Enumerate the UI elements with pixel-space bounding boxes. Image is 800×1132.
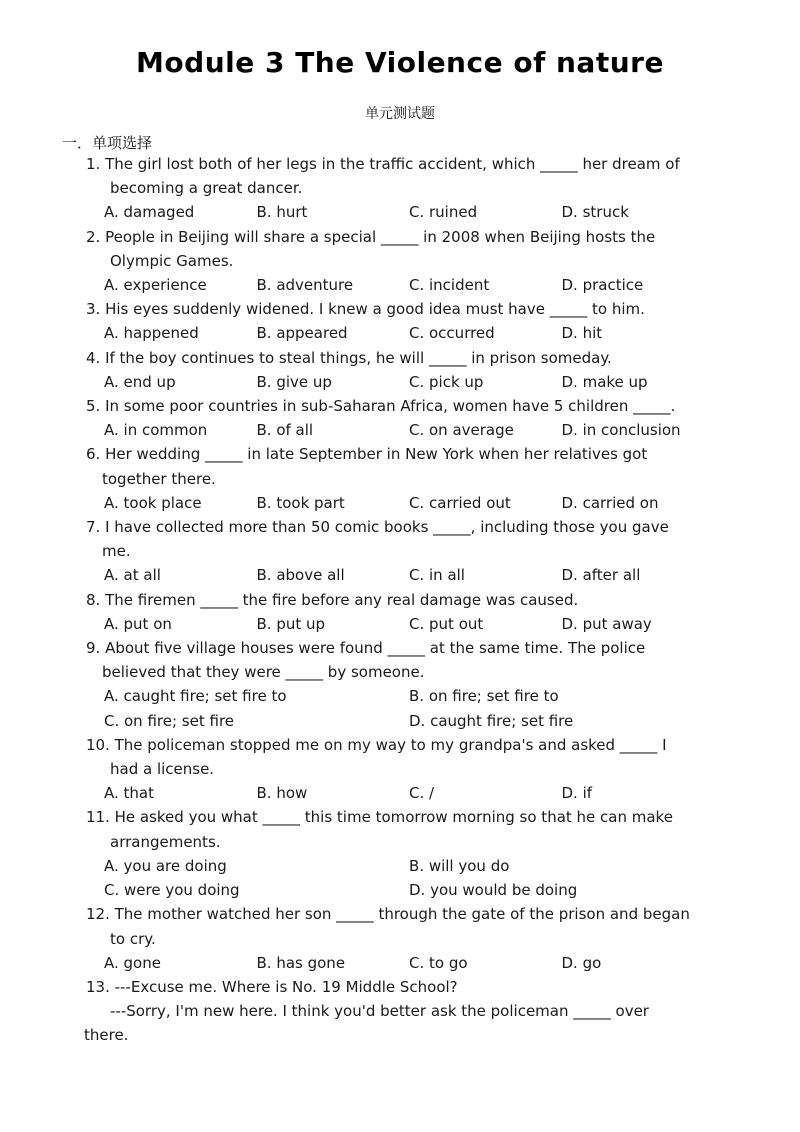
option-b: B. how (256, 784, 308, 803)
options (86, 781, 714, 805)
option-d: D. struck (561, 203, 629, 222)
option-b: B. hurt (256, 203, 308, 222)
options (86, 563, 714, 587)
options (86, 491, 714, 515)
question-stem-continued: becoming a great dancer. (110, 179, 303, 198)
option-d: D. put away (561, 614, 652, 633)
question-7 (86, 515, 714, 588)
question-stem-continued: Olympic Games. (110, 251, 234, 270)
option-a: A. gone (104, 953, 161, 972)
option-d: D. in conclusion (561, 421, 681, 440)
options (86, 370, 714, 394)
option-d: D. you would be doing (409, 881, 578, 900)
option-a: A. in common (104, 421, 208, 440)
question-stem: 13. ---Excuse me. Where is No. 19 Middle School? (86, 977, 458, 996)
option-d: D. if (561, 784, 593, 803)
question-10 (86, 733, 714, 806)
question-stem-continued: believed that they were _____ by someone. (102, 663, 425, 682)
question-stem: 12. The mother watched her son _____ through the gate of the prison and began (86, 905, 690, 924)
question-list (86, 152, 714, 1048)
options (86, 418, 714, 442)
option-d: D. hit (561, 324, 603, 343)
question-stem: 10. The policeman stopped me on my way to my grandpa's and asked _____ I (86, 735, 667, 754)
options (86, 878, 714, 902)
question-6 (86, 442, 714, 515)
options (86, 684, 714, 708)
option-c: C. on average (409, 421, 514, 440)
question-13 (86, 975, 714, 1048)
question-stem-continued: arrangements. (110, 832, 221, 851)
options (86, 709, 714, 733)
option-a: A. put on (104, 614, 172, 633)
page-title: Module 3 The Violence of nature (136, 46, 664, 79)
question-stem-continued: had a license. (110, 760, 215, 779)
option-b: B. give up (256, 372, 332, 391)
option-a: A. you are doing (104, 856, 227, 875)
option-d: D. after all (561, 566, 641, 585)
options (86, 951, 714, 975)
option-a: A. experience (104, 276, 207, 295)
question-stem: 2. People in Beijing will share a special _____ in 2008 when Beijing hosts the (86, 227, 656, 246)
question-11 (86, 805, 714, 902)
page-subtitle: 单元测试题 (365, 106, 435, 122)
option-b: B. has gone (256, 953, 346, 972)
option-a: A. end up (104, 372, 176, 391)
option-a: A. happened (104, 324, 199, 343)
question-stem: 7. I have collected more than 50 comic books _____, including those you gave (86, 518, 669, 537)
option-c: C. ruined (409, 203, 478, 222)
question-stem: 1. The girl lost both of her legs in the traffic accident, which _____ her dream of (86, 155, 680, 173)
option-d: D. practice (561, 276, 644, 295)
option-a: A. at all (104, 566, 161, 585)
option-c: C. / (409, 784, 435, 803)
option-b: B. above all (256, 566, 345, 585)
question-stem: 3. His eyes suddenly widened. I knew a good idea must have _____ to him. (86, 300, 645, 319)
options (86, 854, 714, 878)
option-d: D. make up (561, 372, 648, 391)
question-stem: 5. In some poor countries in sub-Saharan Africa, women have 5 children _____. (86, 397, 676, 416)
question-stem: 9. About five village houses were found _____ at the same time. The police (86, 639, 646, 658)
option-c: C. put out (409, 614, 484, 633)
option-b: B. of all (256, 421, 314, 440)
options (86, 200, 714, 224)
option-a: A. that (104, 784, 154, 803)
option-b: B. adventure (256, 276, 354, 295)
option-b: B. put up (256, 614, 326, 633)
option-a: A. took place (104, 493, 202, 512)
question-4 (86, 346, 714, 394)
section-heading: 一．单项选择 (62, 134, 153, 152)
question-9 (86, 636, 714, 733)
question-3 (86, 297, 714, 345)
option-b: B. on fire; set fire to (409, 687, 559, 706)
options (86, 273, 714, 297)
question-1 (86, 152, 714, 225)
question-stem-continued: me. (102, 542, 131, 561)
question-stem: 11. He asked you what _____ this time tomorrow morning so that he can make (86, 808, 673, 827)
question-stem-continued: to cry. (110, 929, 156, 948)
option-c: C. carried out (409, 493, 511, 512)
option-c: C. were you doing (104, 881, 240, 900)
question-12 (86, 902, 714, 975)
option-c: C. in all (409, 566, 465, 585)
option-c: C. pick up (409, 372, 484, 391)
option-d: D. carried on (561, 493, 659, 512)
option-d: D. go (561, 953, 602, 972)
question-stem: 4. If the boy continues to steal things, he will _____ in prison someday. (86, 348, 612, 367)
question-stem-continued: ---Sorry, I'm new here. I think you'd better ask the policeman _____ over (110, 1002, 649, 1021)
question-5 (86, 394, 714, 442)
question-stem-continued: together there. (102, 469, 216, 488)
option-c: C. occurred (409, 324, 495, 343)
question-stem-continued: there. (84, 1026, 129, 1045)
question-stem: 6. Her wedding _____ in late September in New York when her relatives got (86, 445, 648, 464)
question-2 (86, 225, 714, 298)
option-c: C. to go (409, 953, 468, 972)
option-d: D. caught fire; set fire (409, 711, 574, 730)
option-b: B. appeared (256, 324, 348, 343)
option-a: A. damaged (104, 203, 195, 222)
options (86, 321, 714, 345)
option-c: C. incident (409, 276, 490, 295)
option-b: B. took part (256, 493, 345, 512)
options (86, 612, 714, 636)
option-b: B. will you do (409, 856, 510, 875)
question-stem: 8. The firemen _____ the fire before any real damage was caused. (86, 590, 579, 609)
question-8 (86, 588, 714, 636)
option-a: A. caught fire; set fire to (104, 687, 287, 706)
option-c: C. on fire; set fire (104, 711, 235, 730)
